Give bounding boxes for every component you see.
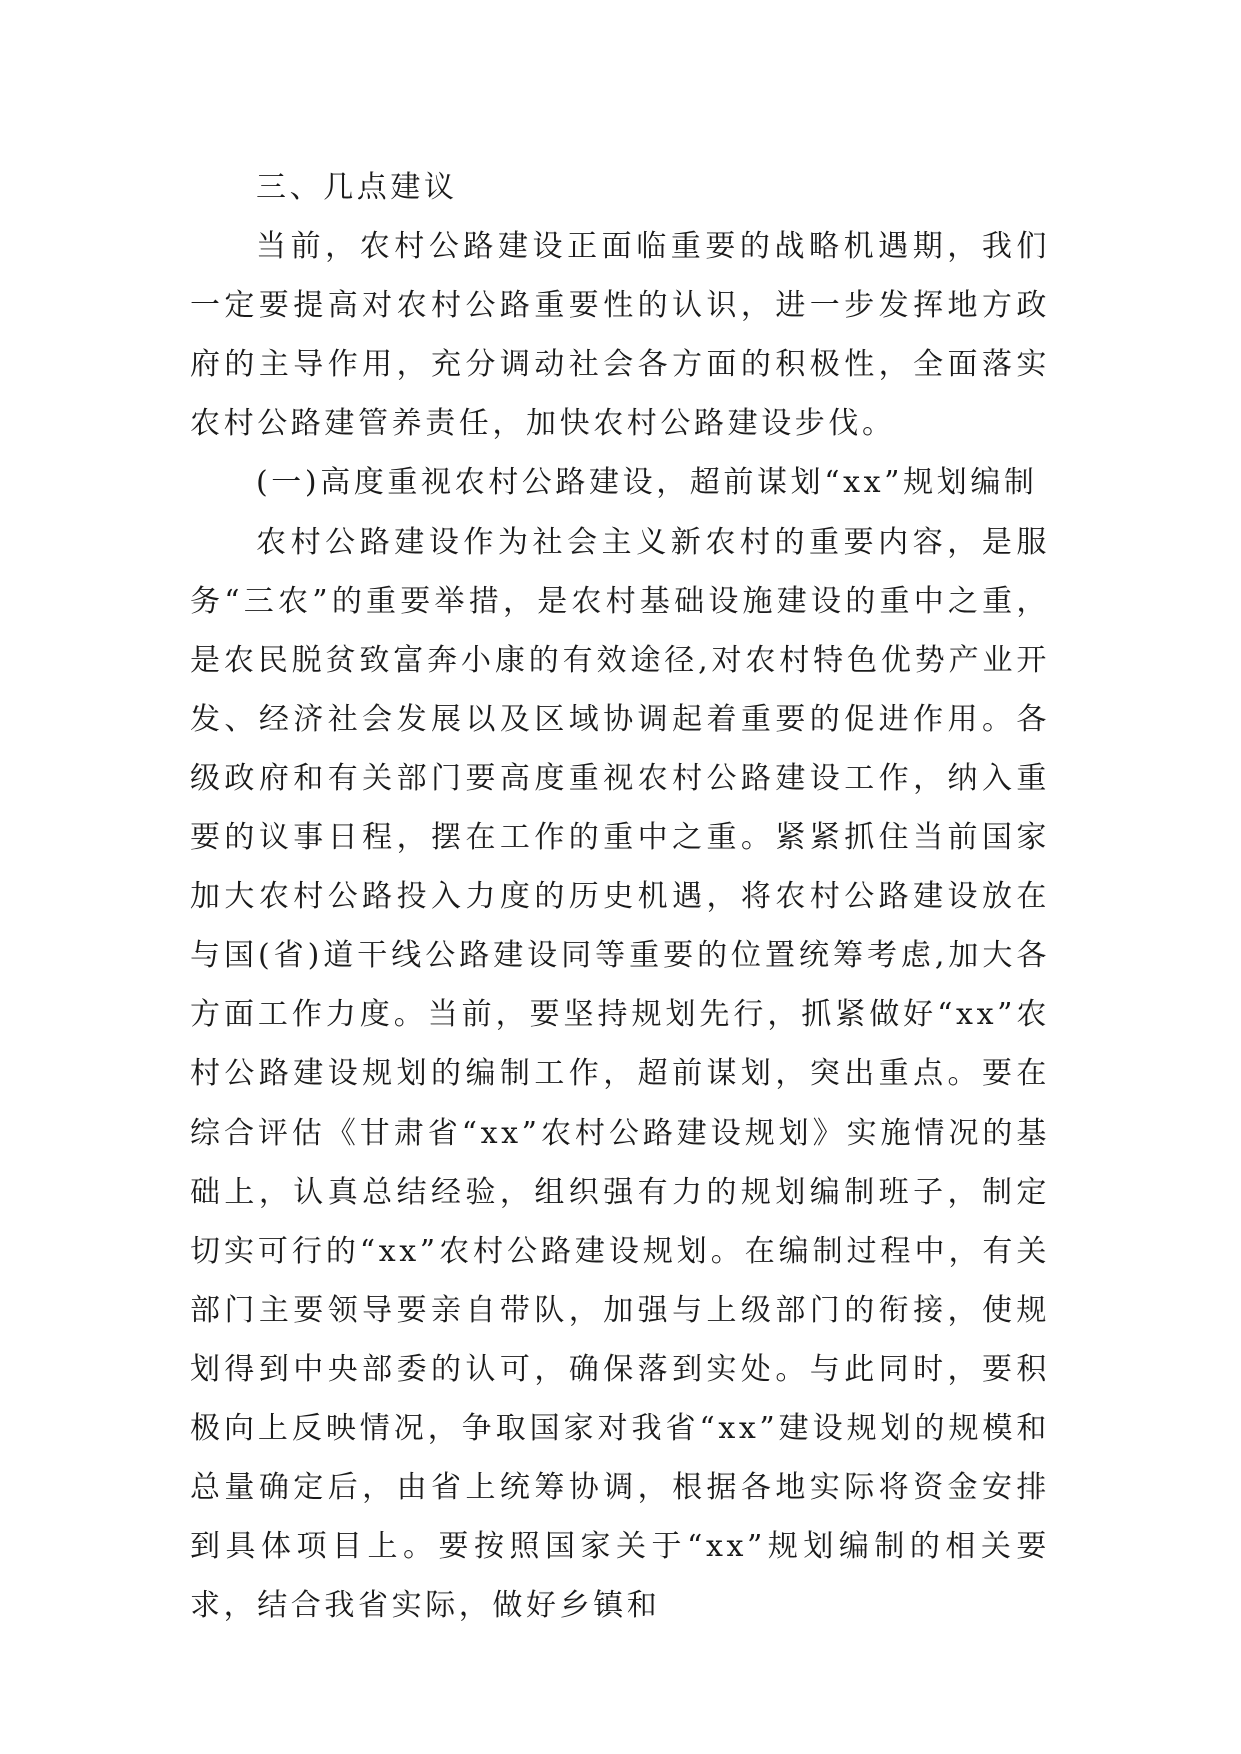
section-heading: 三、几点建议: [256, 170, 458, 205]
document-body: [190, 158, 1050, 1635]
subsection-heading: (一)高度重视农村公路建设，超前谋划“xx”规划编制: [256, 465, 1038, 501]
intro-paragraph: 当前，农村公路建设正面临重要的战略机遇期，我们一定要提高对农村公路重要性的认识，进一步发挥地方政府的主导作用，充分调动社会各方面的积极性，全面落实农村公路建管养责任，加快农村公路建设步伐。: [190, 229, 1050, 442]
body-paragraph: 农村公路建设作为社会主义新农村的重要内容，是服务“三农”的重要举措，是农村基础设施建设的重中之重，是农民脱贫致富奔小康的有效途径,对农村特色优势产业开发、经济社会发展以及区域协调起着重要的促进作用。各级政府和有关部门要高度重视农村公路建设工作，纳入重要的议事日程，摆在工作的重中之重。紧紧抓住当前国家加大农村公路投入力度的历史机遇，将农村公路建设放在与国(省)道干线公路建设同等重要的位置统筹考虑,加大各方面工作力度。当前，要坚持规划先行，抓紧做好“xx”农村公路建设规划的编制工作，超前谋划，突出重点。要在综合评估《甘肃省“xx”农村公路建设规划》实施情况的基础上，认真总结经验，组织强有力的规划编制班子，制定切实可行的“xx”农村公路建设规划。在编制过程中，有关部门主要领导要亲自带队，加强与上级部门的衔接，使规划得到中央部委的认可，确保落到实处。与此同时，要积极向上反映情况，争取国家对我省“xx”建设规划的规模和总量确定后，由省上统筹协调，根据各地实际将资金安排到具体项目上。要按照国家关于“xx”规划编制的相关要求，结合我省实际，做好乡镇和: [190, 524, 1050, 1624]
